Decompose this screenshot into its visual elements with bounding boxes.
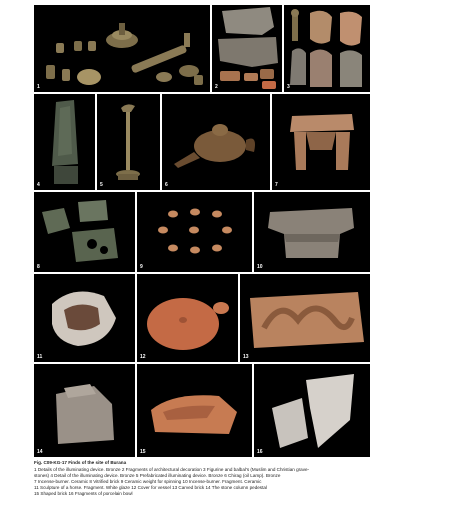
incense-burner-fragment-photo: [254, 192, 370, 272]
panel-number: 2: [215, 84, 218, 90]
figurine-and-balbals-photo: [284, 5, 370, 92]
panel-number: 16: [257, 449, 263, 455]
photo-panel-12: [137, 274, 238, 362]
shaped-brick-photo: [137, 364, 252, 457]
photo-panel-6: [162, 94, 270, 190]
stone-column-pedestal-photo: [34, 364, 135, 457]
caption-line: 15 Shaped brick 16 Fragments of porcelain bowl: [34, 491, 133, 496]
ceramic-spinning-weights-photo: [137, 192, 252, 272]
caption-line: 1 Details of the illuminating device. Bronze 2 Fragments of architectural decoration 3 Figurine and balbal's (Muslim and Christian grave-: [34, 467, 310, 472]
panel-number: 4: [37, 182, 40, 188]
bronze-oil-lamp-photo: [162, 94, 270, 190]
panel-number: 8: [37, 264, 40, 270]
vessel-cover-photo: [137, 274, 238, 362]
photo-panel-10: [254, 192, 370, 272]
caption-line: stones) 4 Detail of the illuminating device. Bronze 5 Prefabricated illuminating device. Bronze 6 Chirag (oil Lamp). Bronze: [34, 473, 281, 478]
photo-panel-11: [34, 274, 135, 362]
vitrified-brick-photo: [34, 192, 135, 272]
panel-number: 15: [140, 449, 146, 455]
caption-line: 11 Sculpture of a horse. Fragment. White glaze 12 Cover for vessel 13 Carved brick 14 The stone column pedestal: [34, 485, 267, 490]
photo-panel-4: [34, 94, 95, 190]
panel-number: 1: [37, 84, 40, 90]
panel-number: 13: [243, 354, 249, 360]
ceramic-incense-burner-photo: [272, 94, 370, 190]
photo-panel-5: [97, 94, 160, 190]
photo-panel-1: [34, 5, 210, 92]
bronze-lamp-detail-photo: [34, 94, 95, 190]
photo-plate: [34, 5, 370, 457]
panel-number: 12: [140, 354, 146, 360]
photo-panel-9: [137, 192, 252, 272]
photo-panel-7: [272, 94, 370, 190]
photo-panel-13: [240, 274, 370, 362]
panel-number: 11: [37, 354, 43, 360]
photo-panel-8: [34, 192, 135, 272]
panel-number: 5: [100, 182, 103, 188]
photo-panel-16: [254, 364, 370, 457]
panel-number: 9: [140, 264, 143, 270]
panel-number: 14: [37, 449, 43, 455]
porcelain-bowl-fragments-photo: [254, 364, 370, 457]
panel-number: 6: [165, 182, 168, 188]
architectural-fragments-photo: [212, 5, 282, 92]
panel-number: 3: [287, 84, 290, 90]
caption-title: Fig. C09-KG-17 Finds of the site of Burana: [34, 460, 127, 465]
carved-brick-photo: [240, 274, 370, 362]
horse-sculpture-fragment-photo: [34, 274, 135, 362]
photo-panel-2: [212, 5, 282, 92]
bronze-lamp-stand-photo: [97, 94, 160, 190]
panel-number: 10: [257, 264, 263, 270]
figure-caption: [34, 460, 379, 497]
caption-line: 7 Incense-burner. Ceramic 8 Vitrified brick 9 Ceramic weight for spinning 10 Incense-burner. Fragment. Ceramic: [34, 479, 262, 484]
photo-panel-14: [34, 364, 135, 457]
photo-panel-15: [137, 364, 252, 457]
photo-panel-3: [284, 5, 370, 92]
panel-number: 7: [275, 182, 278, 188]
bronze-lamp-details-photo: [34, 5, 210, 92]
